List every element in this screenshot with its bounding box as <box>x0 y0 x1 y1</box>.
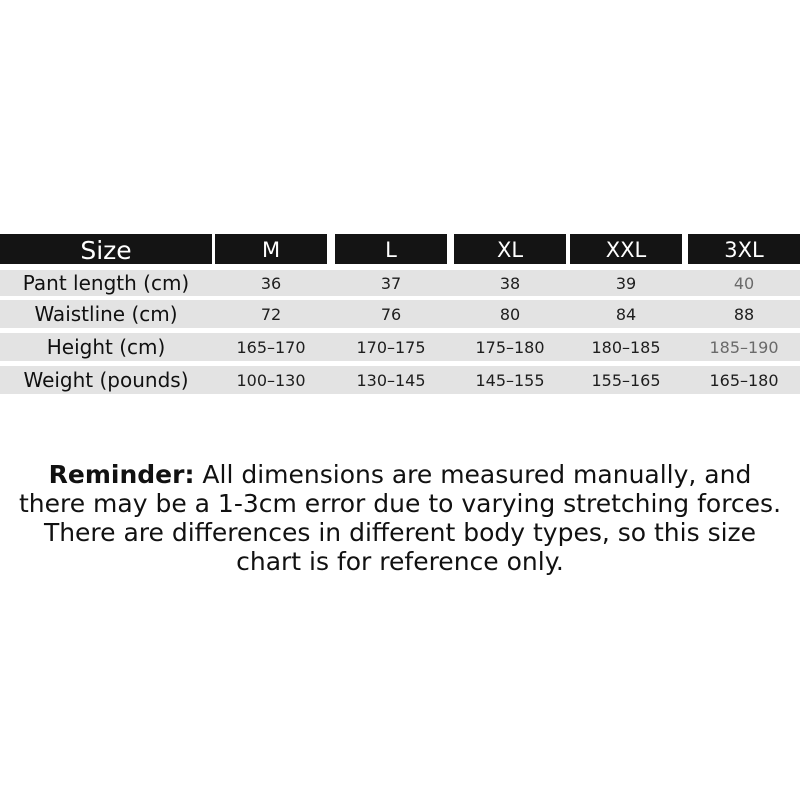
size-header-row <box>0 234 800 264</box>
table-cell: 88 <box>733 304 755 324</box>
table-cell: 36 <box>260 273 282 293</box>
table-cell: 165–180 <box>709 370 779 390</box>
table-cell: 180–185 <box>591 337 661 357</box>
size-header-l: L <box>335 234 447 264</box>
table-cell: 76 <box>380 304 402 324</box>
reminder-note <box>15 460 785 576</box>
table-cell: 38 <box>499 273 521 293</box>
table-cell: 40 <box>733 273 755 293</box>
row-label: Waistline (cm) <box>34 302 178 326</box>
table-cell: 165–170 <box>236 337 306 357</box>
table-cell: 72 <box>260 304 282 324</box>
table-row <box>0 330 800 363</box>
size-header-3xl: 3XL <box>688 234 800 264</box>
size-header-label: Size <box>0 234 212 264</box>
table-cell: 170–175 <box>356 337 426 357</box>
table-row <box>0 363 800 396</box>
table-cell: 175–180 <box>475 337 545 357</box>
reminder-text: All dimensions are measured manually, and there may be a 1-3cm error due to varying stretching forces. There are differences in different body types, so this size chart is for reference only. <box>18 460 782 576</box>
size-header-m: M <box>215 234 327 264</box>
table-row <box>0 264 800 297</box>
table-cell: 185–190 <box>709 337 779 357</box>
size-header-xl: XL <box>454 234 566 264</box>
table-cell: 80 <box>499 304 521 324</box>
table-cell: 37 <box>380 273 402 293</box>
row-label: Height (cm) <box>46 335 166 359</box>
reminder-title: Reminder: <box>48 460 195 489</box>
table-cell: 84 <box>615 304 637 324</box>
table-cell: 100–130 <box>236 370 306 390</box>
table-cell: 130–145 <box>356 370 426 390</box>
row-label: Pant length (cm) <box>22 271 190 295</box>
size-chart-table <box>0 234 800 396</box>
table-cell: 145–155 <box>475 370 545 390</box>
table-cell: 155–165 <box>591 370 661 390</box>
table-cell: 39 <box>615 273 637 293</box>
table-row <box>0 297 800 330</box>
size-header-xxl: XXL <box>570 234 682 264</box>
row-label: Weight (pounds) <box>23 368 189 392</box>
